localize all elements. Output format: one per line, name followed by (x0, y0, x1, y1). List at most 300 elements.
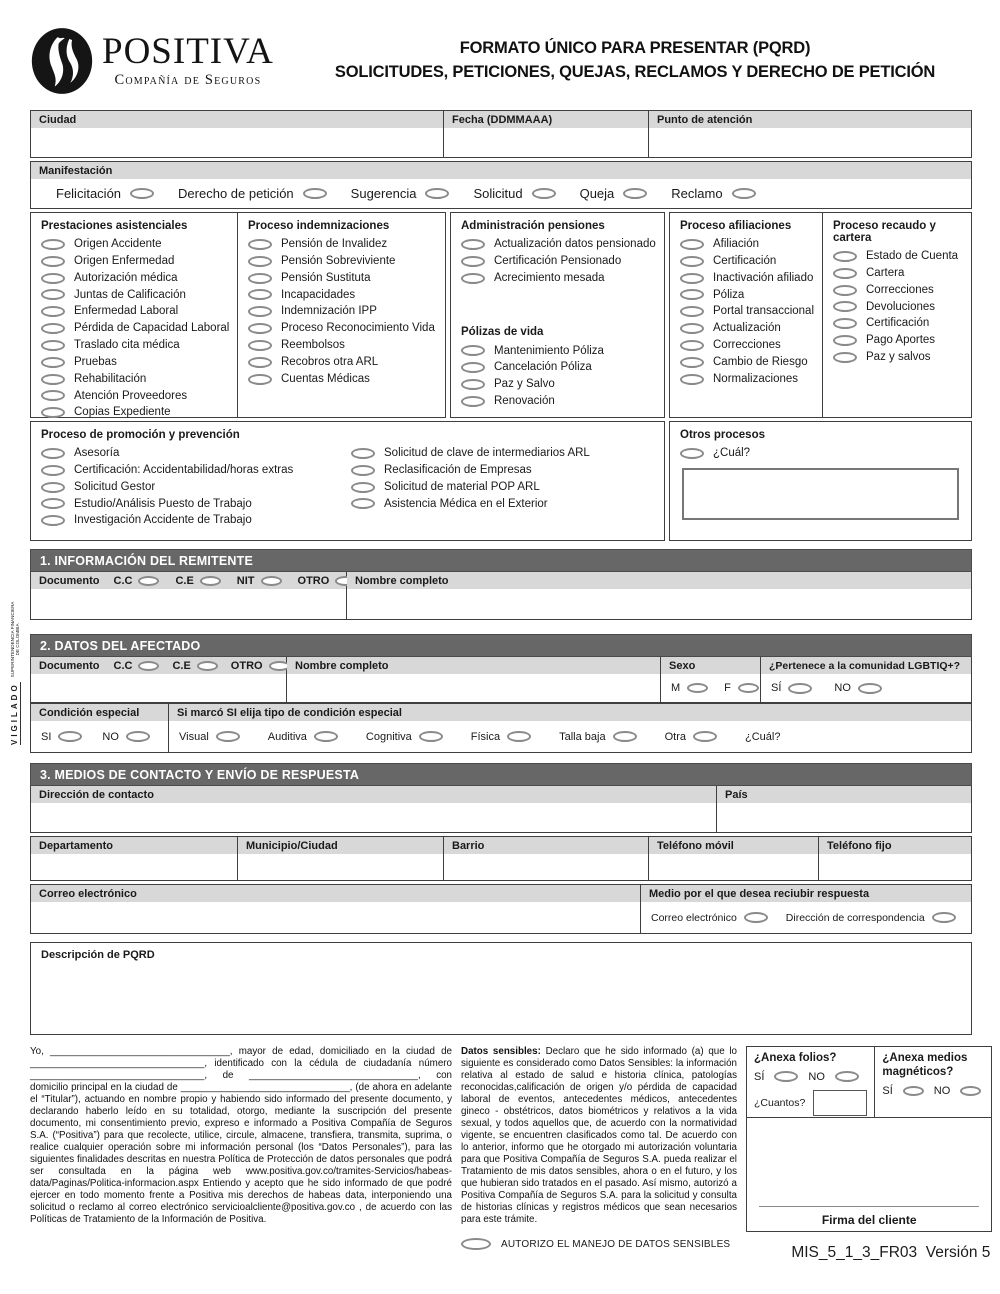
option-label: SI (41, 730, 52, 743)
manifestacion-option (580, 186, 648, 201)
promo-otros-row (30, 421, 972, 541)
indemnizaciones-options (238, 236, 445, 387)
option-label: Certificación (713, 254, 777, 267)
vigilado-label: VIGILADO (9, 682, 19, 745)
option-label: Actualización datos pensionado (494, 238, 656, 251)
option-label: Felicitación (56, 186, 122, 201)
radio-oval[interactable] (833, 251, 857, 262)
radio-oval[interactable] (41, 390, 65, 401)
checkbox-option (31, 320, 237, 337)
checkbox-option (341, 445, 664, 462)
option-label: Proceso Reconocimiento Vida (281, 322, 435, 335)
option-label: Incapacidades (281, 288, 356, 301)
checkbox-option (341, 462, 664, 479)
option-label: Otra (664, 730, 686, 743)
radio-oval[interactable] (461, 379, 485, 390)
positiva-logo (30, 26, 298, 96)
radio-oval[interactable] (41, 273, 65, 284)
radio-oval[interactable] (693, 731, 717, 742)
radio-oval[interactable] (680, 448, 704, 459)
radio-oval[interactable] (138, 576, 159, 586)
correo-input[interactable] (31, 902, 640, 933)
radio-oval[interactable] (41, 448, 65, 459)
barrio-input[interactable] (444, 854, 648, 880)
radio-oval[interactable] (41, 515, 65, 526)
checkbox-option (31, 371, 237, 388)
radio-oval[interactable] (858, 683, 882, 694)
doc-type-option (175, 575, 220, 587)
radio-oval[interactable] (314, 731, 338, 742)
radio-oval[interactable] (461, 345, 485, 356)
option-label: OTRO (230, 659, 263, 672)
option-label: NO (834, 682, 851, 694)
checkbox-option (670, 371, 822, 388)
radio-oval[interactable] (303, 188, 327, 199)
checkbox-option (31, 337, 237, 354)
option-label: Cognitiva (365, 730, 412, 743)
punto-atencion-label: Punto de atención (649, 111, 971, 128)
radio-oval[interactable] (680, 340, 704, 351)
radio-oval[interactable] (261, 576, 282, 586)
radio-oval[interactable] (833, 301, 857, 312)
checkbox-option (31, 445, 341, 462)
polizas-vida-options (451, 342, 664, 409)
category-box-afiliaciones-recaudo (669, 212, 972, 418)
radio-oval[interactable] (41, 239, 65, 250)
radio-oval[interactable] (788, 683, 812, 694)
radio-oval[interactable] (680, 289, 704, 300)
radio-oval[interactable] (687, 683, 708, 693)
option-label: Pensión Sustituta (281, 271, 371, 284)
pais-label: País (717, 786, 971, 803)
radio-oval[interactable] (680, 357, 704, 368)
manifestacion-option (351, 186, 450, 201)
checkbox-option (31, 303, 237, 320)
section3 (30, 763, 972, 934)
radio-oval[interactable] (351, 448, 375, 459)
radio-oval[interactable] (248, 357, 272, 368)
checkbox-option (31, 286, 237, 303)
ciudad-label: Ciudad (31, 111, 443, 128)
option-label: SÍ (882, 1084, 893, 1097)
option-label: Reclamo (671, 186, 723, 201)
option-label: C.E (175, 574, 194, 587)
radio-oval[interactable] (351, 482, 375, 493)
condicion-tipo-option (665, 731, 717, 743)
option-label: Acrecimiento mesada (494, 271, 605, 284)
documento-label: Documento (39, 574, 100, 587)
radio-oval[interactable] (680, 273, 704, 284)
radio-oval[interactable] (461, 239, 485, 250)
pais-input[interactable] (717, 803, 971, 832)
option-label: Certificación Pensionado (494, 254, 622, 267)
option-label: Traslado cita médica (74, 339, 180, 352)
option-label: SÍ (754, 1070, 765, 1083)
indemnizaciones-title: Proceso indemnizaciones (248, 220, 390, 232)
condicion-tipo-option (559, 731, 636, 743)
radio-oval[interactable] (833, 285, 857, 296)
radio-oval[interactable] (200, 576, 221, 586)
manifestacion-option (473, 186, 555, 201)
checkbox-option (31, 512, 341, 529)
afectado-documento-input[interactable] (31, 674, 286, 702)
option-label: Devoluciones (866, 300, 936, 313)
radio-oval[interactable] (680, 239, 704, 250)
radio-oval[interactable] (248, 374, 272, 385)
checkbox-option (451, 342, 664, 359)
municipio-input[interactable] (238, 854, 443, 880)
option-label: Correo electrónico (651, 911, 737, 924)
checkbox-option (823, 265, 971, 282)
direccion-contacto-input[interactable] (31, 803, 716, 832)
radio-oval[interactable] (197, 661, 218, 671)
option-label: Certificación: Accidentabilidad/horas extras (74, 463, 294, 476)
section2 (30, 634, 972, 753)
telefono-movil-input[interactable] (649, 854, 818, 880)
radio-oval[interactable] (623, 188, 647, 199)
checkbox-option (670, 337, 822, 354)
option-label: NIT (236, 574, 255, 587)
anexa-magneticos-label: ¿Anexa medios magnéticos? (882, 1052, 968, 1078)
folios-options (754, 1071, 867, 1083)
checkbox-option (31, 404, 237, 421)
datos-sensibles-heading: Datos sensibles: (461, 1046, 541, 1057)
lgbtiq-si-option (771, 682, 812, 694)
condicion-tipo-options (169, 721, 971, 752)
option-label: Dirección de correspondencia (785, 911, 925, 924)
category-box-pensiones-polizas (450, 212, 665, 418)
manifestacion-label: Manifestación (31, 162, 971, 179)
checkbox-option (670, 286, 822, 303)
option-label: Atención Proveedores (74, 389, 188, 402)
radio-oval[interactable] (461, 396, 485, 407)
afectado-nombre-input[interactable] (287, 674, 660, 702)
radio-oval[interactable] (41, 340, 65, 351)
form-title (298, 37, 972, 85)
promocion-box (30, 421, 665, 541)
option-label: Pruebas (74, 355, 117, 368)
option-label: SÍ (771, 682, 782, 694)
consent-text: Yo, _________________________________, mayor de edad, domiciliado en la ciudad de ________________________________, identificado con la cédula de ciudadanía número ________________________________, de _______________________________, con domicilio principal en la ciudad de _______________________________, (de ahora en adelante el “Titular”), actuando en nombre propio y habiendo sido informado del presente documento, y declarando haberlo leído en su totalidad, otorgo, mediante la suscripción del presente documento, mi consentimiento previo, expreso e informado a Positiva Compañía de Seguros S.A. (“Positiva”) para que recolecte, utilice, circule, almacene, transfiera, transmita, suprima, o realice cualquier operación sobre mi información personal (los “Datos Personales”), para las siguientes finalidades descritas en nuestra Política de Protección de datos personales que podrá ser consultada en la página web www.positiva.gov.co/tramites-Servicios/habeas-data/Paginas/Politica-informacion.aspx Entiendo y acepto que he sido informado de que podré ejercer en todo momento frente a Positiva mis derechos de habeas data, interponiendo una solicitud o reclamo al correo electrónico servicioalcliente@positiva.gov.co , de acuerdo con las Políticas de Tratamiento de la Información de Positiva. (30, 1046, 452, 1225)
prestaciones-options (31, 236, 237, 421)
section2-header: 2. DATOS DEL AFECTADO (30, 634, 972, 657)
option-label: Autorización médica (74, 271, 178, 284)
checkbox-option (238, 354, 445, 371)
option-label: Indemnización IPP (281, 305, 377, 318)
direccion-contacto-label: Dirección de contacto (31, 786, 716, 803)
option-label: Recobros otra ARL (281, 355, 379, 368)
radio-oval[interactable] (248, 273, 272, 284)
radio-oval[interactable] (41, 306, 65, 317)
option-label: C.E (172, 659, 191, 672)
radio-oval[interactable] (41, 256, 65, 267)
brand-tagline: Compañía de Seguros (114, 72, 262, 88)
doc-type-option (231, 660, 290, 672)
option-label: NO (808, 1070, 825, 1083)
radio-oval[interactable] (41, 323, 65, 334)
departamento-label: Departamento (31, 837, 237, 854)
radio-oval[interactable] (461, 362, 485, 373)
option-label: Copias Expediente (74, 406, 171, 419)
checkbox-option (31, 354, 237, 371)
lgbtiq-options (761, 674, 971, 702)
datos-sensibles-column (461, 1046, 737, 1262)
radio-oval[interactable] (932, 912, 956, 923)
positiva-bird-icon (30, 26, 94, 96)
checkbox-option (823, 248, 971, 265)
brand-name: POSITIVA (102, 31, 274, 72)
radio-oval[interactable] (351, 465, 375, 476)
condicion-tipo-option (471, 731, 531, 743)
radio-oval[interactable] (41, 407, 65, 418)
checkbox-option (238, 371, 445, 388)
radio-oval[interactable] (833, 352, 857, 363)
polizas-vida-title: Pólizas de vida (461, 326, 544, 339)
signature-line (759, 1206, 979, 1207)
option-label: Auditiva (267, 730, 307, 743)
option-label: C.C (113, 574, 133, 587)
descripcion-box[interactable] (30, 942, 972, 1035)
sexo-m-option (671, 682, 708, 694)
radio-oval[interactable] (680, 323, 704, 334)
checkbox-option (31, 253, 237, 270)
option-label: Normalizaciones (713, 372, 799, 385)
checkbox-option (823, 315, 971, 332)
radio-oval[interactable] (903, 1086, 924, 1096)
radio-oval[interactable] (960, 1086, 981, 1096)
radio-oval[interactable] (248, 289, 272, 300)
radio-oval[interactable] (41, 289, 65, 300)
option-label: Pensión Sobreviviente (281, 254, 396, 267)
checkbox-option (823, 298, 971, 315)
radio-oval[interactable] (248, 340, 272, 351)
checkbox-option (238, 286, 445, 303)
option-label: ¿Cuál? (713, 447, 751, 460)
radio-oval[interactable] (419, 731, 443, 742)
checkbox-option (238, 303, 445, 320)
departamento-input[interactable] (31, 854, 237, 880)
option-label: Pago Aportes (866, 334, 936, 347)
radio-oval[interactable] (351, 498, 375, 509)
checkbox-option (238, 253, 445, 270)
radio-oval[interactable] (833, 318, 857, 329)
option-label: Talla baja (559, 730, 606, 743)
checkbox-option (670, 354, 822, 371)
radio-oval[interactable] (41, 482, 65, 493)
radio-oval[interactable] (425, 188, 449, 199)
option-label: Física (470, 730, 501, 743)
checkbox-option (31, 479, 341, 496)
otros-procesos-box (669, 421, 972, 541)
pensiones-title: Administración pensiones (461, 220, 605, 232)
annex-boxes (746, 1046, 992, 1118)
checkbox-option (670, 253, 822, 270)
condicion-tipo-option (179, 731, 240, 743)
documento-label: Documento (39, 659, 100, 672)
nombre-completo-label: Nombre completo (287, 657, 660, 674)
manifestacion-options (31, 179, 971, 208)
radio-oval[interactable] (774, 1071, 798, 1082)
checkbox-option (670, 270, 822, 287)
section1-header: 1. INFORMACIÓN DEL REMITENTE (30, 549, 972, 572)
option-label: Solicitud de material POP ARL (384, 480, 540, 493)
radio-oval[interactable] (126, 731, 150, 742)
magneticos-options (882, 1085, 984, 1097)
condicion-options (31, 721, 168, 752)
radio-oval[interactable] (216, 731, 240, 742)
radio-oval[interactable] (461, 1238, 491, 1250)
section1 (30, 549, 972, 620)
bottom-section (30, 1046, 991, 1262)
checkbox-option (451, 236, 664, 253)
condicion-tipo-label: Si marcó SI elija tipo de condición especial (169, 704, 971, 721)
option-label: Correcciones (866, 283, 934, 296)
radio-oval[interactable] (532, 188, 556, 199)
radio-oval[interactable] (248, 306, 272, 317)
anexa-folios-label: ¿Anexa folios? (754, 1052, 837, 1064)
datos-sensibles-body: Declaro que he sido informado (a) que lo siguiente es considerado como Datos Sensibles: la información relativa al estado de salud e historia clínica, patologías reconocidas,calificación de origen y/o pérdida de capacidad laboral de eventos, antecedentes médicos, antecedentes gineco - obstétricos, datos biométricos y relativos a la vida sexual, y todos aquellos que, de acuerdo con la normatividad vigente, se encuentren clasificados como tal. De acuerdo con lo anterior, informo que he otorgado mi autorización voluntaria para que Positiva Compañía de Seguros S.A. pueda realizar el Tratamiento de mis datos sensibles, ahora o en el futuro, y los que hubieran sido tratados en el pasado. Así mismo, autorizó a Positiva Compañía de Seguros S.A. para la solicitud y consulta de historias clínicas y registros médicos que sean necesarios para este trámite. (461, 1046, 738, 1225)
radio-oval[interactable] (58, 731, 82, 742)
datos-sensibles-text (461, 1046, 737, 1226)
radio-oval[interactable] (680, 256, 704, 267)
checkbox-option (31, 270, 237, 287)
medio-respuesta-label: Medio por el que desea reciubir respuesta (641, 885, 971, 902)
form-code: MIS_5_1_3_FR03 Versión 5 (791, 1244, 991, 1261)
condicion-tipo-option (366, 731, 443, 743)
radio-oval[interactable] (248, 323, 272, 334)
option-label: Cancelación Póliza (494, 361, 592, 374)
option-label: Correcciones (713, 339, 781, 352)
afiliaciones-options (670, 236, 822, 387)
form-title-line2: SOLICITUDES, PETICIONES, QUEJAS, RECLAMOS Y DERECHO DE PETICIÓN (334, 63, 936, 81)
condicion-no-option (102, 731, 150, 743)
telefono-movil-label: Teléfono móvil (649, 837, 818, 854)
radio-oval[interactable] (41, 374, 65, 385)
sexo-f-option (724, 682, 759, 694)
option-label: Pensión de Invalidez (281, 238, 388, 251)
radio-oval[interactable] (41, 465, 65, 476)
ciudad-input[interactable] (31, 128, 443, 157)
option-label: Juntas de Calificación (74, 288, 186, 301)
checkbox-option (238, 270, 445, 287)
checkbox-option (31, 462, 341, 479)
doc-type-option (114, 575, 160, 587)
firma-label: Firma del cliente (821, 1213, 917, 1227)
lgbtiq-no-option (834, 682, 882, 694)
radio-oval[interactable] (507, 731, 531, 742)
option-label: Reclasificación de Empresas (384, 463, 532, 476)
radio-oval[interactable] (833, 268, 857, 279)
otros-cual-option (670, 445, 971, 462)
cuantos-input[interactable] (813, 1090, 867, 1116)
checkbox-option (451, 253, 664, 270)
radio-oval[interactable] (138, 661, 159, 671)
promocion-options-left (31, 445, 341, 529)
option-label: Reembolsos (281, 339, 345, 352)
punto-atencion-input[interactable] (649, 128, 971, 157)
checkbox-option (670, 303, 822, 320)
checkbox-option (823, 332, 971, 349)
top-fields-row (30, 110, 972, 158)
recaudo-options (823, 248, 971, 366)
checkbox-option (451, 270, 664, 287)
option-label: Investigación Accidente de Trabajo (74, 514, 252, 527)
afiliaciones-title: Proceso afiliaciones (680, 220, 792, 232)
radio-oval[interactable] (461, 273, 485, 284)
fecha-input[interactable] (444, 128, 648, 157)
option-label: Asesoría (74, 447, 120, 460)
radio-oval[interactable] (835, 1071, 859, 1082)
documento-types (114, 660, 290, 672)
medio-option (786, 912, 956, 924)
fecha-label: Fecha (DDMMAAA) (444, 111, 648, 128)
medio-respuesta-options (641, 902, 971, 933)
doc-type-option (237, 575, 282, 587)
option-label: Solicitud Gestor (74, 480, 156, 493)
radio-oval[interactable] (732, 188, 756, 199)
cuantos-row (754, 1090, 867, 1116)
option-label: Origen Accidente (74, 238, 162, 251)
condicion-si-option (41, 731, 82, 743)
radio-oval[interactable] (41, 498, 65, 509)
condicion-cual-label: ¿Cuál? (745, 730, 781, 743)
option-label: OTRO (297, 574, 330, 587)
radio-oval[interactable] (248, 239, 272, 250)
option-label: F (724, 682, 731, 694)
checkbox-option (451, 393, 664, 410)
option-label: Renovación (494, 395, 555, 408)
radio-oval[interactable] (738, 683, 759, 693)
option-label: NO (102, 730, 119, 743)
municipio-label: Municipio/Ciudad (238, 837, 443, 854)
annex-column (746, 1046, 992, 1262)
checkbox-option (31, 387, 237, 404)
checkbox-option (341, 479, 664, 496)
doc-type-option (114, 660, 160, 672)
option-label: Cartera (866, 266, 905, 279)
radio-oval[interactable] (461, 256, 485, 267)
option-label: Inactivación afiliado (713, 271, 814, 284)
radio-oval[interactable] (680, 374, 704, 385)
remitente-documento-input[interactable] (31, 589, 346, 619)
radio-oval[interactable] (130, 188, 154, 199)
condicion-tipos-list (179, 731, 717, 743)
form-header (30, 0, 972, 102)
radio-oval[interactable] (680, 306, 704, 317)
option-label: Solicitud de clave de intermediarios ARL (384, 447, 590, 460)
option-label: Afiliación (713, 238, 760, 251)
superintendencia-label: SUPERINTENDENCIA FINANCIERA DE COLOMBIA (9, 601, 20, 678)
recaudo-title: Proceso recaudo y cartera (833, 220, 936, 244)
telefono-fijo-label: Teléfono fijo (819, 837, 971, 854)
otros-cual-input[interactable] (682, 468, 959, 520)
barrio-label: Barrio (444, 837, 648, 854)
radio-oval[interactable] (248, 256, 272, 267)
telefono-fijo-input[interactable] (819, 854, 971, 880)
option-label: Certificación (866, 317, 930, 330)
remitente-nombre-input[interactable] (347, 589, 971, 619)
category-box-asistenciales-indemnizaciones (30, 212, 446, 418)
radio-oval[interactable] (41, 357, 65, 368)
radio-oval[interactable] (833, 335, 857, 346)
radio-oval[interactable] (613, 731, 637, 742)
firma-box[interactable] (746, 1118, 992, 1232)
condicion-especial-label: Condición especial (31, 704, 168, 721)
option-label: C.C (113, 659, 133, 672)
autorizo-label: AUTORIZO EL MANEJO DE DATOS SENSIBLES (501, 1238, 731, 1250)
radio-oval[interactable] (744, 912, 768, 923)
condicion-tipo-option (268, 731, 338, 743)
